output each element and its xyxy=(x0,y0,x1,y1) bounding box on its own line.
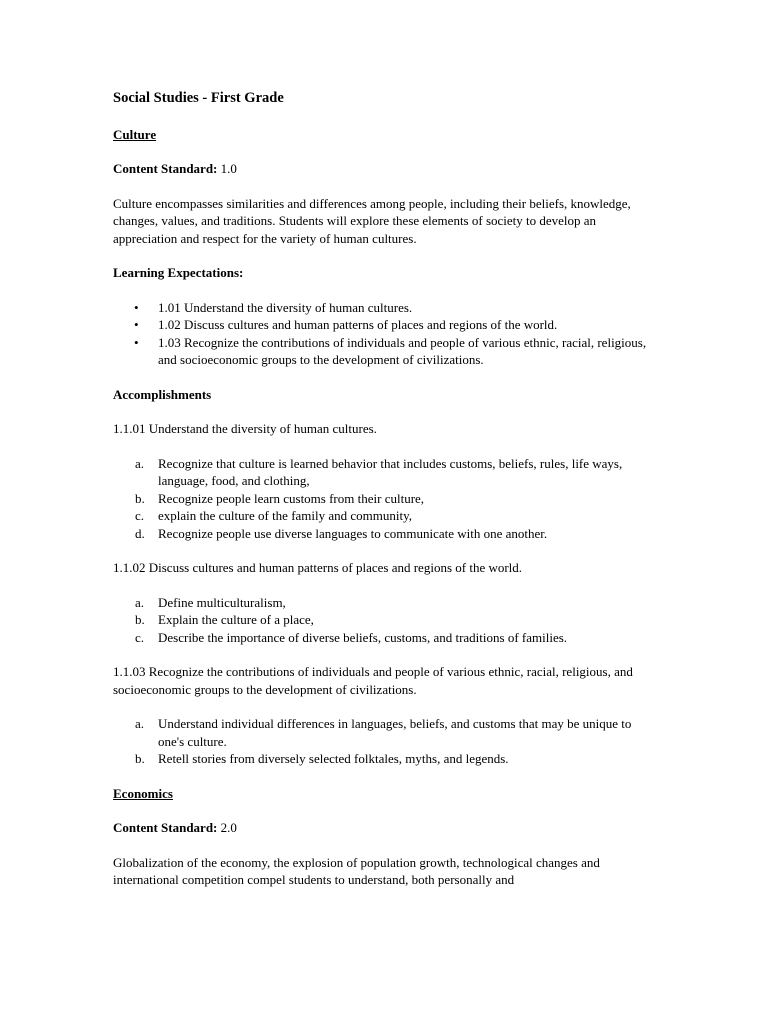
learning-expectations-heading: Learning Expectations: xyxy=(113,265,244,280)
list-marker: b. xyxy=(135,751,145,766)
list-item-text: Retell stories from diversely selected folktales, myths, and legends. xyxy=(158,751,509,766)
economics-content-standard xyxy=(113,819,653,837)
content-standard-label: Content Standard: xyxy=(113,161,218,176)
content-standard-value: 2.0 xyxy=(217,820,237,835)
accomplishment-heading: 1.1.01 Understand the diversity of human cultures. xyxy=(113,421,377,436)
list-marker: a. xyxy=(135,594,145,610)
list-marker: d. xyxy=(135,525,145,541)
list-item xyxy=(135,490,653,508)
list-item xyxy=(135,594,653,612)
list-item-text: Recognize people use diverse languages to communicate with one another. xyxy=(158,525,548,541)
culture-intro: Culture encompasses similarities and differences among people, including their beliefs, knowledge, changes, values, and traditions. Students will explore these elements of society to develop an appreciation and respect for the variety of human cultures. xyxy=(113,195,631,246)
accomplishments-heading: Accomplishments xyxy=(113,386,212,402)
list-item-text: Recognize that culture is learned behavior that includes customs, beliefs, rules, life ways, language, food, and clothing, xyxy=(158,455,623,488)
accomplishment-heading: 1.1.02 Discuss cultures and human patterns of places and regions of the world. xyxy=(113,560,523,575)
bullet-icon: • xyxy=(134,317,139,332)
list-item-text: Recognize people learn customs from their culture, xyxy=(158,490,425,506)
list-item-text: Explain the culture of a place, xyxy=(158,612,314,627)
accomplishment-list xyxy=(113,715,653,768)
list-marker: b. xyxy=(135,612,145,627)
economics-intro: Globalization of the economy, the explosion of population growth, technological changes and international competition compel students to understand, both personally and xyxy=(113,854,600,887)
accomplishment-heading: 1.1.03 Recognize the contributions of individuals and people of various ethnic, racial, religious, and socioeconomic groups to the development of civilizations. xyxy=(113,664,633,697)
expectation-text: 1.02 Discuss cultures and human patterns of places and regions of the world. xyxy=(158,317,558,332)
content-standard-value: 1.0 xyxy=(217,161,237,176)
list-item xyxy=(135,611,653,629)
list-item-text: Define multiculturalism, xyxy=(158,594,286,610)
list-item xyxy=(135,629,653,647)
list-marker: a. xyxy=(135,716,145,731)
bullet-icon: • xyxy=(134,299,139,315)
learning-expectations-list xyxy=(113,299,653,369)
list-item xyxy=(134,299,653,317)
list-marker: b. xyxy=(135,490,145,506)
culture-content-standard xyxy=(113,160,653,178)
list-item xyxy=(135,507,653,525)
document-title: Social Studies - First Grade xyxy=(113,90,284,106)
culture-heading: Culture xyxy=(113,126,157,142)
list-item xyxy=(134,334,653,369)
list-item-text: Understand individual differences in languages, beliefs, and customs that may be unique to one's culture. xyxy=(158,716,632,749)
list-item xyxy=(135,455,653,490)
list-marker: c. xyxy=(135,508,145,523)
accomplishment-list xyxy=(113,455,653,543)
list-item xyxy=(134,316,653,334)
list-marker: c. xyxy=(135,629,145,645)
expectation-text: 1.03 Recognize the contributions of individuals and people of various ethnic, racial, religious, and socioeconomic groups to the development of civilizations. xyxy=(158,334,647,367)
content-standard-label: Content Standard: xyxy=(113,820,218,835)
accomplishment-list xyxy=(113,594,653,647)
bullet-icon: • xyxy=(134,334,139,350)
list-marker: a. xyxy=(135,455,145,471)
list-item-text: explain the culture of the family and community, xyxy=(158,508,413,523)
economics-heading: Economics xyxy=(113,785,173,801)
document-body xyxy=(113,90,653,906)
list-item xyxy=(135,525,653,543)
list-item-text: Describe the importance of diverse beliefs, customs, and traditions of families. xyxy=(158,629,568,645)
list-item xyxy=(135,715,653,750)
list-item xyxy=(135,750,653,768)
expectation-text: 1.01 Understand the diversity of human cultures. xyxy=(158,299,413,315)
